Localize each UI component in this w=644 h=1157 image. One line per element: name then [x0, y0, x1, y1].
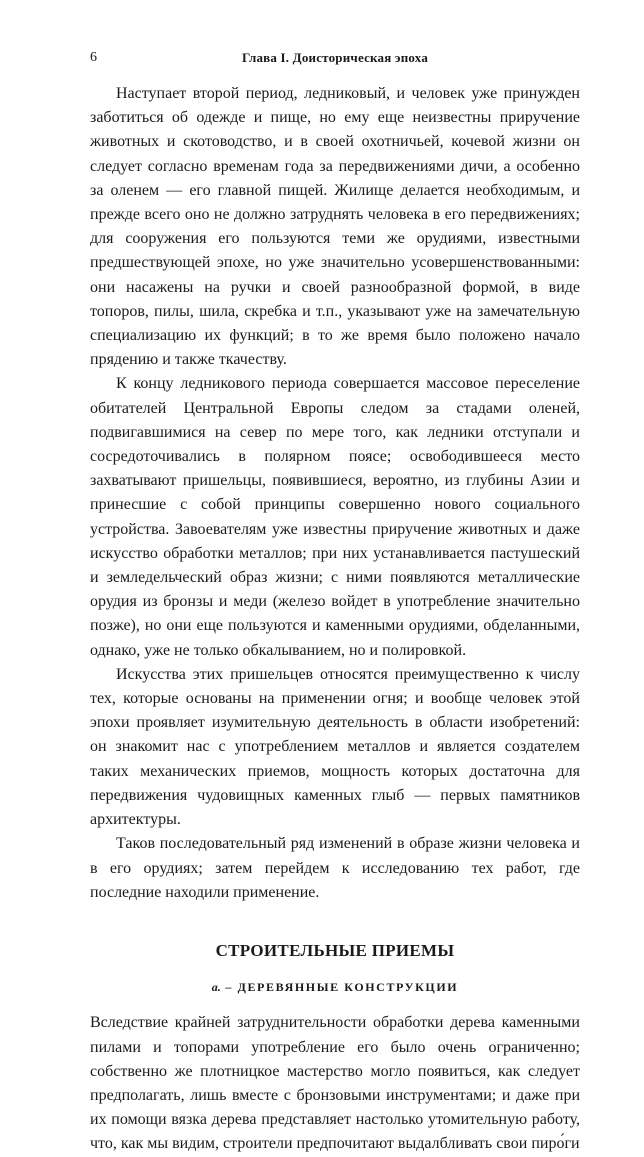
page-body — [90, 82, 580, 1157]
section-title: СТРОИТЕЛЬНЫЕ ПРИЕМЫ — [215, 940, 455, 960]
subsection-letter: а. — [211, 980, 221, 995]
running-head: Глава I. Доисторическая эпоха — [241, 50, 429, 65]
subsection-text: – ДЕРЕВЯННЫЕ КОНСТРУКЦИИ — [225, 980, 459, 995]
subsection-title — [90, 975, 580, 999]
paragraph: Наступает второй период, ледниковый, и человек уже принужден заботиться об одежде и пище, но ему еще неизвестны приручение животных и скотоводство, и в своей охотничьей, кочевой жизни он следует согласно временам года за передвижениями дичи, а особенно за оленем — его главной пищей. Жилище делается необходимым, и прежде всего оно не должно затруднять человека в его передвижениях; для сооружения его пользуются теми же орудиями, известными предшествующей эпохе, но уже значительно усовершенствованными: они насажены на ручки и своей разнообразной формой, в виде топоров, пилы, шила, скребка и т.п., указывают уже на замечательную специализацию их функций; в то же время было положено начало прядению и также ткачеству. — [90, 85, 580, 369]
paragraph: Вследствие крайней затруднительности обработки дерева каменными пилами и топорами употребление его было очень ограниченно; собственно же плотницкое мастерство могло появиться, как следует предполагать, лишь вместе с бронзовыми инструментами; и даже при их помощи вязка дерева представляет настолько утомительную работу, что, как мы видим, строители предпочитают выдалбливать свои пиро́ги — [90, 1014, 580, 1153]
page-header — [90, 50, 580, 70]
paragraph: Таков последовательный ряд изменений в образе жизни человека и в его орудиях; затем перейдем к исследованию тех работ, где последние находили применение. — [90, 835, 580, 901]
page-number: 6 — [90, 50, 97, 65]
paragraph: К концу ледникового периода совершается массовое переселение обитателей Центральной Европы следом за стадами оленей, подвигавшимися на север по мере того, как ледники отступали и сосредоточивались в полярном поясе; освободившееся место захватывают пришельцы, появившиеся, вероятно, из глубины Азии и принесшие с собой принципы совершенно нового социального устройства. Завоевателям уже известны приручение животных и даже искусство обработки металлов; при них устанавливается пастушеский и земледельческий образ жизни; с ними появляются металлические орудия из бронзы и меди (железо войдет в употребление значительно позже), но они еще пользуются и каменными орудиями, обделанными, однако, уже не только обкалыванием, но и полировкой. — [90, 375, 580, 659]
paragraph: Искусства этих пришельцев относятся преимущественно к числу тех, которые основаны на применении огня; и вообще человек этой эпохи проявляет изумительную деятельность в области изобретений: он знакомит нас с употреблением металлов и является создателем таких механических приемов, мощность которых достаточна для передвижения чудовищных каменных глыб — первых памятников архитектуры. — [90, 665, 580, 829]
